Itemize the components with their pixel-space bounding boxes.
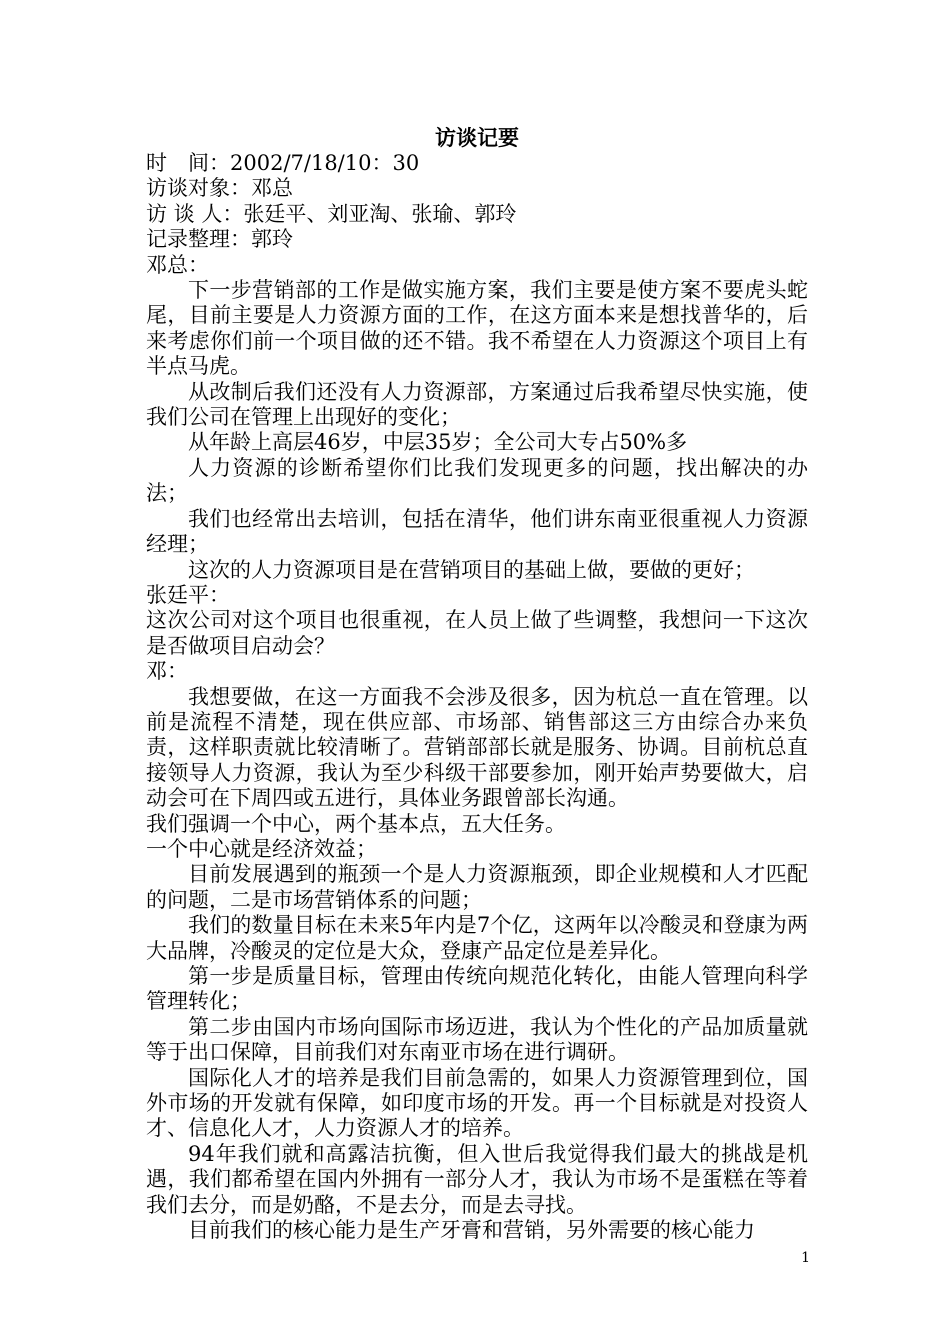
paragraph: 我们强调一个中心，两个基本点，五大任务。 (146, 811, 566, 836)
paragraph: 这次的人力资源项目是在营销项目的基础上做，要做的更好； (188, 557, 755, 582)
page-number: 1 (801, 1250, 810, 1266)
speaker-deng-short-label: 邓： (146, 659, 188, 684)
paragraph: 下一步营销部的工作是做实施方案，我们主要是使方案不要虎头蛇尾，目前主要是人力资源方面的工作，在这方面本来是想找普华的，后来考虑你们前一个项目做的还不错。我不希望在人力资源这个项目上有半点马虎。 (146, 278, 808, 379)
paragraph: 目前发展遇到的瓶颈一个是人力资源瓶颈，即企业规模和人才匹配的问题，二是市场营销体系的问题； (146, 862, 808, 912)
paragraph: 我想要做，在这一方面我不会涉及很多，因为杭总一直在管理。以前是流程不清楚，现在供应部、市场部、销售部这三方由综合办来负责，这样职责就比较清晰了。营销部部长就是服务、协调。目前杭总直接领导人力资源，我认为至少科级干部要参加，刚开始声势要做大，启动会可在下周四或五进行，具体业务跟曾部长沟通。 (146, 684, 808, 811)
meta-interviewers: 访 谈 人：张廷平、刘亚淘、张瑜、郭玲 (146, 201, 517, 226)
paragraph: 从改制后我们还没有人力资源部，方案通过后我希望尽快实施，使我们公司在管理上出现好的变化； (146, 379, 808, 430)
paragraph: 人力资源的诊断希望你们比我们发现更多的问题，找出解决的办法； (146, 455, 808, 506)
paragraph: 一个中心就是经济效益； (146, 836, 377, 861)
paragraph: 第一步是质量目标，管理由传统向规范化转化，由能人管理向科学管理转化； (146, 964, 808, 1014)
paragraph: 从年龄上高层46岁，中层35岁；全公司大专占50%多 (188, 430, 688, 455)
paragraph: 第二步由国内市场向国际市场迈进，我认为个性化的产品加质量就等于出口保障，目前我们对东南亚市场在进行调研。 (146, 1014, 808, 1065)
paragraph: 国际化人才的培养是我们目前急需的，如果人力资源管理到位，国外市场的开发就有保障，如印度市场的开发。再一个目标就是对投资人才、信息化人才，人力资源人才的培养。 (146, 1065, 808, 1141)
paragraph: 我们的数量目标在未来5年内是7个亿，这两年以冷酸灵和登康为两大品牌，冷酸灵的定位是大众，登康产品定位是差异化。 (146, 913, 808, 963)
document-body (146, 124, 808, 1243)
paragraph: 这次公司对这个项目也很重视，在人员上做了些调整，我想问一下这次是否做项目启动会？ (146, 608, 808, 658)
speaker-zhang-label: 张廷平： (146, 582, 230, 607)
meta-interviewee: 访谈对象：邓总 (146, 176, 293, 201)
paragraph: 目前我们的核心能力是生产牙膏和营销，另外需要的核心能力 (188, 1218, 755, 1243)
paragraph: 我们也经常出去培训，包括在清华，他们讲东南亚很重视人力资源经理； (146, 506, 808, 557)
speaker-deng-label: 邓总： (146, 252, 209, 277)
paragraph: 94年我们就和高露洁抗衡，但入世后我觉得我们最大的挑战是机遇，我们都希望在国内外拥有一部分人才，我认为市场不是蛋糕在等着我们去分，而是奶酪，不是去分，而是去寻找。 (146, 1141, 808, 1217)
document-title: 访谈记要 (435, 125, 519, 150)
meta-time: 时 间：2002/7/18/10：30 (146, 151, 420, 175)
meta-recorder: 记录整理：郭玲 (146, 227, 293, 252)
